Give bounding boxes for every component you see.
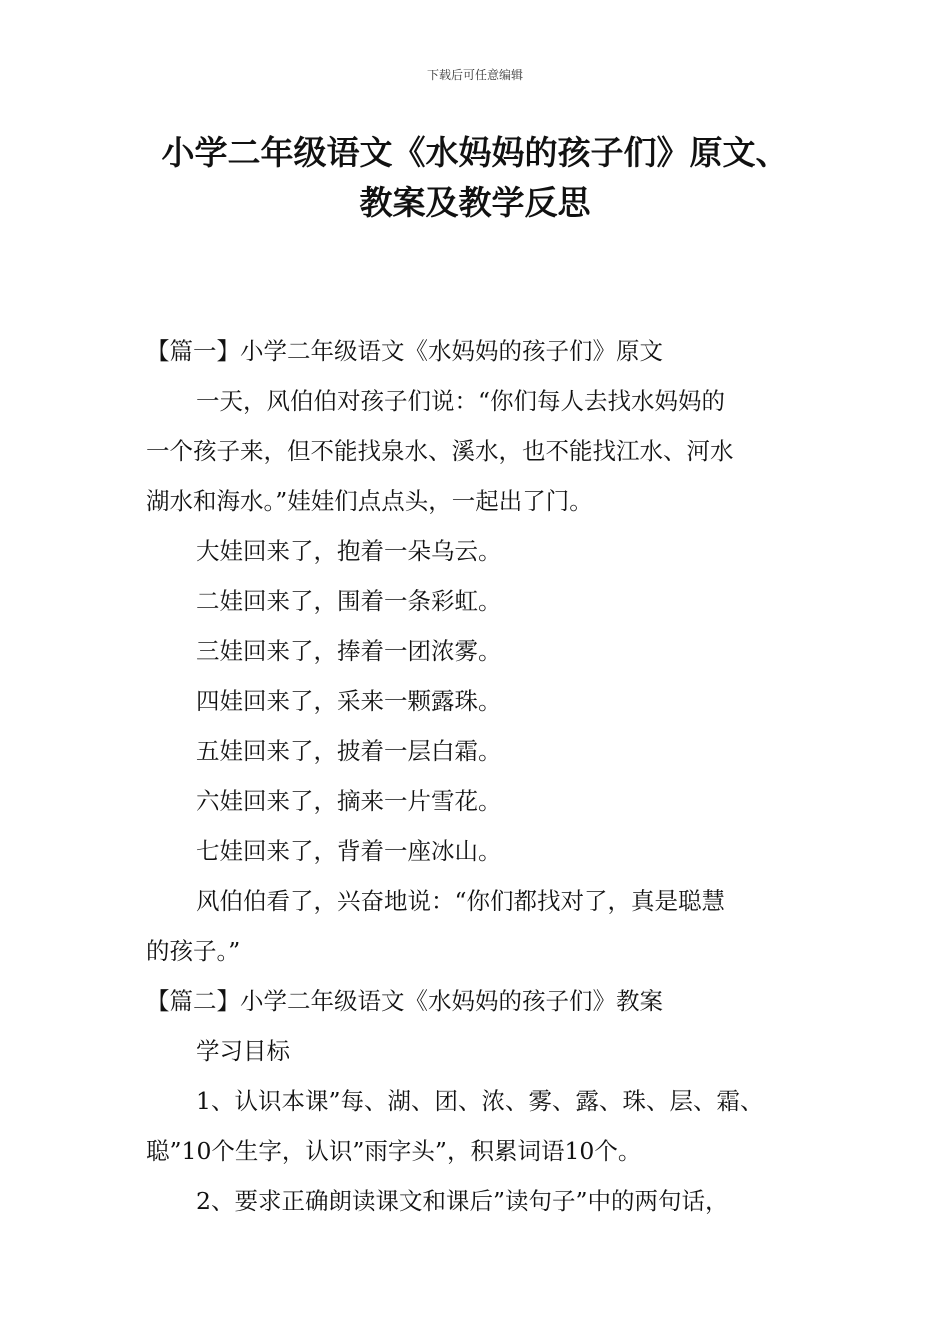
document-title: [60, 128, 890, 228]
paragraph-line: 二娃回来了，围着一条彩虹。: [196, 587, 502, 615]
paragraph-line: 一天，风伯伯对孩子们说：“你们每人去找水妈妈的: [196, 387, 726, 415]
paragraph-line: 七娃回来了，背着一座冰山。: [196, 837, 502, 865]
paragraph-line: 的孩子。”: [146, 937, 241, 965]
subheading-learning-goals: 学习目标: [196, 1037, 290, 1065]
header-note: 下载后可任意编辑: [426, 68, 523, 82]
paragraph-line: 风伯伯看了，兴奋地说：“你们都找对了，真是聪慧: [196, 887, 726, 915]
paragraph-line: 湖水和海水。”娃娃们点点头，一起出了门。: [146, 487, 593, 515]
section-heading-2: 【篇二】小学二年级语文《水妈妈的孩子们》教案: [146, 987, 663, 1015]
paragraph-line: 五娃回来了，披着一层白霜。: [196, 737, 502, 765]
paragraph-line: 大娃回来了，抱着一朵乌云。: [196, 537, 502, 565]
document-body: [146, 326, 836, 1226]
title-line-1: 小学二年级语文《水妈妈的孩子们》原文、: [161, 133, 789, 172]
paragraph-line: 一个孩子来，但不能找泉水、溪水，也不能找江水、河水: [146, 437, 734, 465]
title-line-2: 教案及教学反思: [359, 183, 591, 222]
section-heading-1: 【篇一】小学二年级语文《水妈妈的孩子们》原文: [146, 337, 663, 365]
paragraph-line: 三娃回来了，捧着一团浓雾。: [196, 637, 502, 665]
paragraph-line: 四娃回来了，采来一颗露珠。: [196, 687, 502, 715]
paragraph-line: 1、认识本课”每、湖、团、浓、雾、露、珠、层、霜、: [196, 1087, 764, 1115]
paragraph-line: 聪”10个生字，认识”雨字头”，积累词语10个。: [146, 1137, 642, 1165]
paragraph-line: 2、要求正确朗读课文和课后”读句子”中的两句话，: [196, 1187, 729, 1215]
paragraph-line: 六娃回来了，摘来一片雪花。: [196, 787, 502, 815]
